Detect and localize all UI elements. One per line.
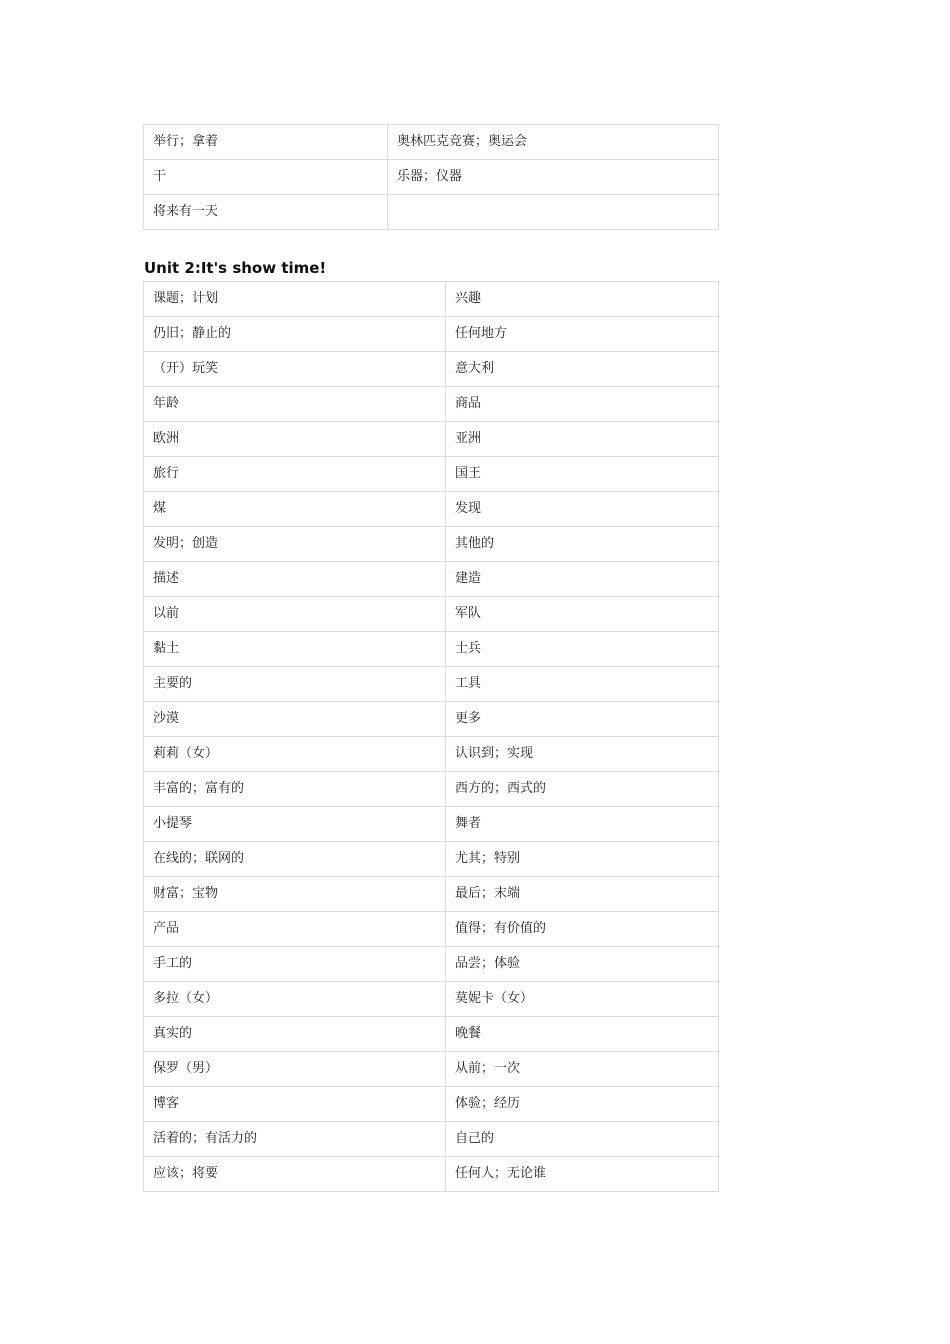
- table-row: [144, 422, 719, 457]
- table-row: [144, 387, 719, 422]
- table-cell: （开）玩笑: [144, 352, 446, 387]
- table-cell: 建造: [446, 562, 719, 597]
- table-cell: 将来有一天: [144, 195, 388, 230]
- table-cell: 国王: [446, 457, 719, 492]
- table-cell: 课题；计划: [144, 282, 446, 317]
- table-row: [144, 912, 719, 947]
- table-row: [144, 282, 719, 317]
- table-row: [144, 737, 719, 772]
- table-cell: 尤其；特别: [446, 842, 719, 877]
- table-row: [144, 667, 719, 702]
- table-cell: 发现: [446, 492, 719, 527]
- table-cell: 活着的；有活力的: [144, 1122, 446, 1157]
- table-cell: 举行；拿着: [144, 125, 388, 160]
- table-cell: 其他的: [446, 527, 719, 562]
- table-row: [144, 1017, 719, 1052]
- table-row: [144, 702, 719, 737]
- table-row: [144, 1122, 719, 1157]
- table-row: [144, 772, 719, 807]
- table-cell: 军队: [446, 597, 719, 632]
- table-cell: 应该；将要: [144, 1157, 446, 1192]
- table-cell: 任何地方: [446, 317, 719, 352]
- table-cell: 发明；创造: [144, 527, 446, 562]
- table-row: [144, 807, 719, 842]
- table-row: [144, 160, 719, 195]
- table-cell: 值得；有价值的: [446, 912, 719, 947]
- table-cell: 年龄: [144, 387, 446, 422]
- table-cell: 以前: [144, 597, 446, 632]
- table-row: [144, 947, 719, 982]
- table-row: [144, 1087, 719, 1122]
- table-cell: 任何人；无论谁: [446, 1157, 719, 1192]
- vocab-table-continued: [143, 124, 719, 230]
- table-cell: 煤: [144, 492, 446, 527]
- table-cell: 干: [144, 160, 388, 195]
- table-cell: 乐器；仪器: [388, 160, 719, 195]
- table-row: [144, 632, 719, 667]
- table-cell: 保罗（男）: [144, 1052, 446, 1087]
- table-cell: 莉莉（女）: [144, 737, 446, 772]
- table-cell: 产品: [144, 912, 446, 947]
- table-cell: 更多: [446, 702, 719, 737]
- table-row: [144, 195, 719, 230]
- table-cell: 体验；经历: [446, 1087, 719, 1122]
- table-cell: 工具: [446, 667, 719, 702]
- table-cell: 丰富的；富有的: [144, 772, 446, 807]
- unit-2-heading: Unit 2:It's show time!: [144, 259, 327, 277]
- table-row: [144, 492, 719, 527]
- table-cell: 博客: [144, 1087, 446, 1122]
- table-row: [144, 457, 719, 492]
- table-cell: [388, 195, 719, 230]
- table-cell: 欧洲: [144, 422, 446, 457]
- table-row: [144, 125, 719, 160]
- table-cell: 舞者: [446, 807, 719, 842]
- table-cell: 自己的: [446, 1122, 719, 1157]
- table-cell: 兴趣: [446, 282, 719, 317]
- table-row: [144, 1157, 719, 1192]
- table-row: [144, 982, 719, 1017]
- table-cell: 多拉（女）: [144, 982, 446, 1017]
- table-cell: 真实的: [144, 1017, 446, 1052]
- table-cell: 意大利: [446, 352, 719, 387]
- table-cell: 商品: [446, 387, 719, 422]
- table-cell: 从前；一次: [446, 1052, 719, 1087]
- table-cell: 沙漠: [144, 702, 446, 737]
- table-cell: 黏土: [144, 632, 446, 667]
- table-cell: 认识到；实现: [446, 737, 719, 772]
- table-row: [144, 317, 719, 352]
- table-row: [144, 597, 719, 632]
- table-cell: 主要的: [144, 667, 446, 702]
- table-cell: 描述: [144, 562, 446, 597]
- table-cell: 品尝；体验: [446, 947, 719, 982]
- table-row: [144, 1052, 719, 1087]
- table-row: [144, 527, 719, 562]
- table-cell: 财富；宝物: [144, 877, 446, 912]
- table-cell: 士兵: [446, 632, 719, 667]
- table-cell: 亚洲: [446, 422, 719, 457]
- table-cell: 在线的；联网的: [144, 842, 446, 877]
- table-cell: 最后；末端: [446, 877, 719, 912]
- table-cell: 西方的；西式的: [446, 772, 719, 807]
- table-cell: 小提琴: [144, 807, 446, 842]
- table-row: [144, 562, 719, 597]
- table-cell: 旅行: [144, 457, 446, 492]
- table-cell: 手工的: [144, 947, 446, 982]
- vocab-table-unit-2: [143, 281, 719, 1192]
- table-row: [144, 352, 719, 387]
- table-cell: 晚餐: [446, 1017, 719, 1052]
- table-row: [144, 842, 719, 877]
- table-cell: 奥林匹克竞赛；奥运会: [388, 125, 719, 160]
- table-cell: 仍旧；静止的: [144, 317, 446, 352]
- table-cell: 莫妮卡（女）: [446, 982, 719, 1017]
- table-row: [144, 877, 719, 912]
